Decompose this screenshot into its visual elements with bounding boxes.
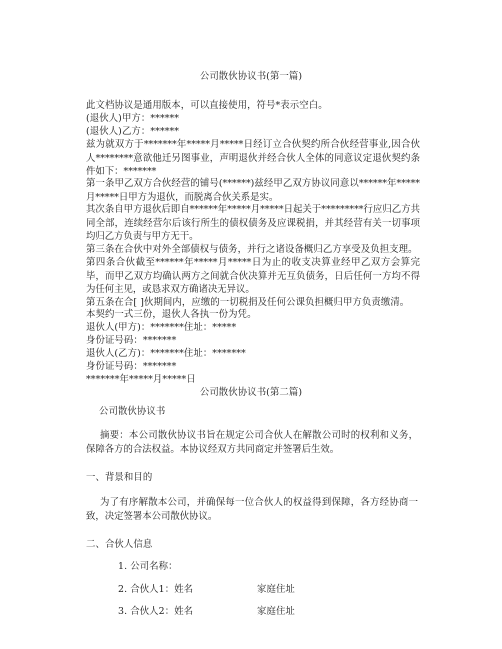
date-line: *******年*****月*****日 xyxy=(86,374,196,385)
section-body: 为了有序解散本公司，并确保每一位合伙人的权益得到保障，各方经协商一致，决定签署本公司散伙协议。 xyxy=(86,497,418,522)
part1-line: 第三条在合伙中对外全部债权与债务，并行之诸设备概归乙方享受及负担支理。 xyxy=(86,244,418,255)
abstract-paragraph: 摘要：本公司散伙协议书旨在规定公司合伙人在解散公司时的权利和义务，保障各方的合法权益。本协议经双方共同商定并签署后生效。 xyxy=(86,430,418,455)
part1-line: 此文档协议是通用版本，可以直接使用，符号*表示空白。 xyxy=(86,100,328,111)
part1-paragraph: 其次条自甲方退伙后即自******年*****月*****日起关于*********行应归乙方共同全部，连续经营尔后该行所生的债权债务及应课税捐，并其经营有关一切事项均归乙方负责与甲方无干。 xyxy=(86,204,420,242)
list-item: 1. 公司名称： xyxy=(118,561,178,572)
part1-paragraph: 兹为就双方于*******年*****月*****日经订立合伙契约所合伙经营事业,因合伙人********意欲他迁另图事业，声明退伙并经合伙人全体的同意议定退伙契约条件如下：******* xyxy=(86,139,420,177)
list-item: 3. 合伙人2：姓名 xyxy=(118,606,194,617)
list-item-extra: 家庭住址 xyxy=(257,606,295,617)
signature-line: 退伙人(乙方)：*******住址：******* xyxy=(86,348,246,359)
part1-line: 本契约一式三份，退伙人各执一份为凭。 xyxy=(86,309,257,320)
part1-title: 公司散伙协议书(第一篇) xyxy=(199,71,303,82)
part2-subtitle: 公司散伙协议书 xyxy=(99,406,166,417)
id-number-line: 身份证号码：******* xyxy=(86,335,177,346)
section-heading: 一、背景和目的 xyxy=(86,472,153,483)
id-number-line: 身份证号码：******* xyxy=(86,361,177,372)
part1-line: 第五条在合[ ]伙期间内，应缴的一切税捐及任何公课负担概归甲方负责缴清。 xyxy=(86,297,410,308)
list-item: 2. 合伙人1：姓名 xyxy=(118,584,194,595)
list-item-extra: 家庭住址 xyxy=(257,584,295,595)
signature-line: 退伙人(甲方)：*******住址：***** xyxy=(86,322,237,333)
part1-line: (退伙人)甲方：****** xyxy=(86,113,180,124)
part2-title: 公司散伙协议书(第二篇) xyxy=(199,387,303,398)
part1-paragraph: 第一条甲乙双方合伙经营的铺号(******)兹经甲乙双方协议同意以******年*****月*****日甲方为退伙，而脱离合伙关系是实。 xyxy=(86,178,420,203)
part1-paragraph: 第四条合伙截至******年*****月*****日为止的收支决算业经甲乙双方会算完毕，而甲乙双方均确认两方之间就合伙决算并无互负债务，日后任何一方均不得为任何主见，或恳求双方确诸决无异议。 xyxy=(86,257,420,295)
part1-line: (退伙人)乙方：****** xyxy=(86,126,180,137)
section-heading: 二、合伙人信息 xyxy=(86,539,153,550)
